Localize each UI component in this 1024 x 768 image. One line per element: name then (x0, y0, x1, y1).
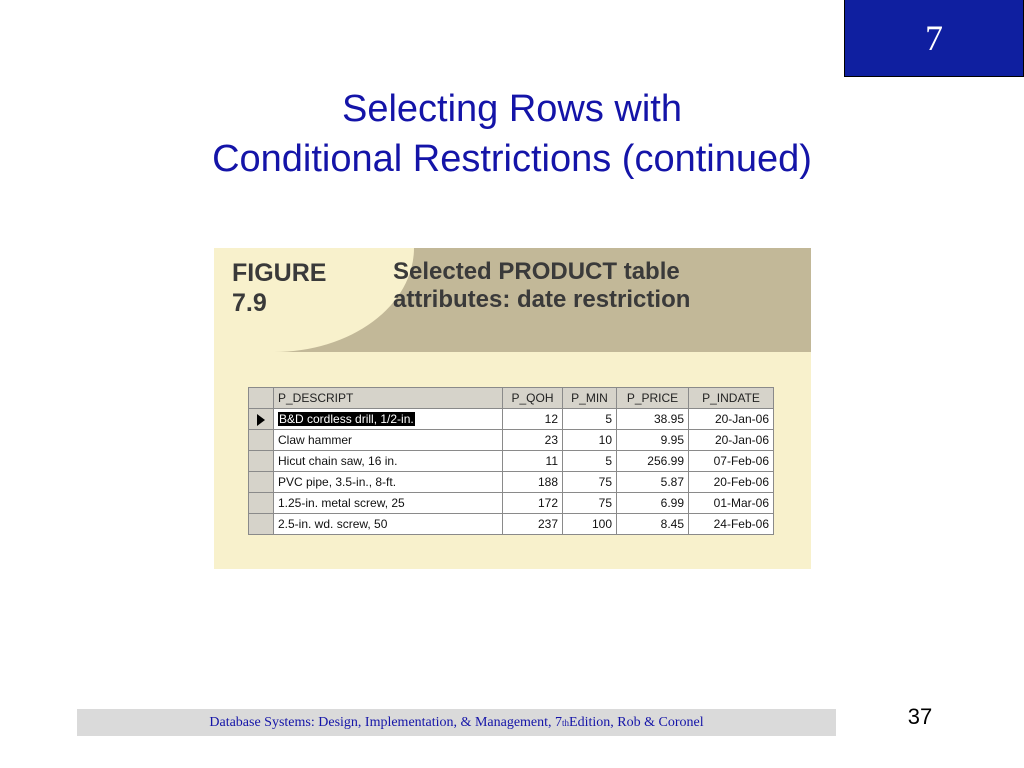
column-header-p-min: P_MIN (563, 388, 617, 409)
cell-p-min: 5 (563, 409, 617, 430)
cell-p-price: 6.99 (617, 493, 689, 514)
page-number: 37 (907, 704, 933, 729)
column-header-p-descript: P_DESCRIPT (274, 388, 503, 409)
cell-p-indate: 24-Feb-06 (689, 514, 774, 535)
figure-number: 7.9 (232, 289, 267, 317)
figure-label (232, 258, 382, 318)
column-header-p-indate: P_INDATE (689, 388, 774, 409)
selected-cell-text: B&D cordless drill, 1/2-in. (279, 412, 414, 426)
cell-p-min: 75 (563, 493, 617, 514)
table-header-row (249, 388, 774, 409)
cell-p-indate: 20-Jan-06 (689, 409, 774, 430)
table-row (249, 472, 774, 493)
slide-title (100, 84, 924, 184)
figure-label-word: FIGURE (232, 259, 327, 287)
row-selector-current (249, 409, 274, 430)
cell-p-qoh: 23 (503, 430, 563, 451)
cell-p-indate: 20-Jan-06 (689, 430, 774, 451)
table-row (249, 409, 774, 430)
figure-caption (393, 258, 793, 314)
cell-p-descript: Hicut chain saw, 16 in. (274, 451, 503, 472)
slide-title-line-2: Conditional Restrictions (continued) (212, 138, 812, 180)
row-selector (249, 430, 274, 451)
cell-p-price: 9.95 (617, 430, 689, 451)
cell-p-descript: 1.25-in. metal screw, 25 (274, 493, 503, 514)
cell-p-price: 256.99 (617, 451, 689, 472)
product-table (248, 387, 774, 535)
cell-p-qoh: 237 (503, 514, 563, 535)
table-row (249, 493, 774, 514)
cell-p-price: 5.87 (617, 472, 689, 493)
cell-p-indate: 01-Mar-06 (689, 493, 774, 514)
cell-p-qoh: 12 (503, 409, 563, 430)
current-row-arrow-icon (257, 414, 265, 426)
row-selector-header (249, 388, 274, 409)
column-header-p-price: P_PRICE (617, 388, 689, 409)
cell-p-min: 10 (563, 430, 617, 451)
cell-p-indate: 07-Feb-06 (689, 451, 774, 472)
chapter-badge (844, 0, 1024, 77)
column-header-p-qoh: P_QOH (503, 388, 563, 409)
row-selector (249, 472, 274, 493)
cell-p-indate: 20-Feb-06 (689, 472, 774, 493)
footer-text-after: Edition, Rob & Coronel (569, 714, 704, 730)
cell-p-min: 5 (563, 451, 617, 472)
row-selector (249, 493, 274, 514)
figure-caption-line-1: Selected PRODUCT table (393, 258, 680, 285)
row-selector (249, 514, 274, 535)
footer-citation (77, 709, 836, 736)
chapter-number: 7 (925, 18, 943, 58)
cell-p-descript: Claw hammer (274, 430, 503, 451)
figure-image (214, 248, 811, 569)
table-row (249, 451, 774, 472)
cell-p-price: 38.95 (617, 409, 689, 430)
cell-p-qoh: 11 (503, 451, 563, 472)
table-row (249, 514, 774, 535)
figure-caption-line-2: attributes: date restriction (393, 286, 691, 313)
cell-p-qoh: 172 (503, 493, 563, 514)
cell-p-qoh: 188 (503, 472, 563, 493)
cell-p-descript: 2.5-in. wd. screw, 50 (274, 514, 503, 535)
footer-text-before: Database Systems: Design, Implementation, & Management, 7 (209, 714, 563, 730)
cell-p-min: 100 (563, 514, 617, 535)
row-selector (249, 451, 274, 472)
cell-p-min: 75 (563, 472, 617, 493)
cell-p-descript: PVC pipe, 3.5-in., 8-ft. (274, 472, 503, 493)
cell-p-descript (274, 409, 503, 430)
footer-superscript: th (562, 717, 570, 728)
slide-title-line-1: Selecting Rows with (341, 88, 683, 130)
table-row (249, 430, 774, 451)
cell-p-price: 8.45 (617, 514, 689, 535)
